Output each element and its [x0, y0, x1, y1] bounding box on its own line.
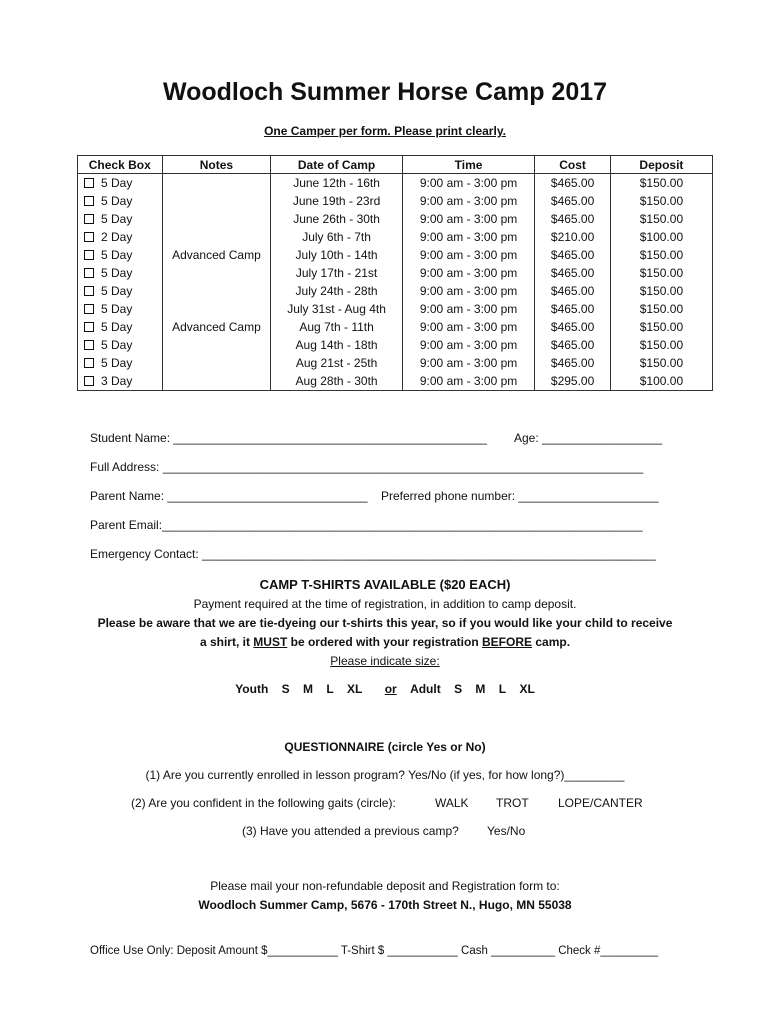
time-cell: 9:00 am - 3:00 pm [402, 228, 534, 246]
header-deposit: Deposit [610, 156, 712, 174]
table-row [78, 336, 713, 354]
or-label: or [384, 682, 397, 696]
deposit-cell: $150.00 [610, 318, 712, 336]
time-cell: 9:00 am - 3:00 pm [402, 246, 534, 264]
before-emphasis: BEFORE [482, 635, 533, 649]
date-cell: July 31st - Aug 4th [271, 300, 403, 318]
cost-cell: $465.00 [535, 192, 611, 210]
check-cell [78, 210, 163, 228]
mail-address: Woodloch Summer Camp, 5676 - 170th Street N., Hugo, MN 55038 [198, 898, 572, 912]
gait-trot-option[interactable]: TROT [496, 796, 529, 810]
cost-cell: $465.00 [535, 354, 611, 372]
camp-length-label: 2 Day [101, 230, 133, 244]
time-cell: 9:00 am - 3:00 pm [402, 192, 534, 210]
camp-length-label: 5 Day [101, 248, 133, 262]
camp-schedule-table [77, 155, 713, 391]
date-cell: Aug 21st - 25th [271, 354, 403, 372]
table-row [78, 174, 713, 193]
size-option[interactable]: XL [519, 682, 535, 696]
cost-cell: $465.00 [535, 246, 611, 264]
camp-length-label: 5 Day [101, 320, 133, 334]
date-cell: June 12th - 16th [271, 174, 403, 193]
checkbox[interactable] [84, 250, 94, 260]
date-cell: July 10th - 14th [271, 246, 403, 264]
checkbox[interactable] [84, 340, 94, 350]
checkbox[interactable] [84, 376, 94, 386]
camp-length-label: 5 Day [101, 356, 133, 370]
table-row [78, 300, 713, 318]
deposit-cell: $150.00 [610, 300, 712, 318]
date-cell: June 19th - 23rd [271, 192, 403, 210]
camp-length-label: 5 Day [101, 284, 133, 298]
deposit-cell: $150.00 [610, 210, 712, 228]
notes-cell: Advanced Camp [162, 246, 271, 264]
tshirt-heading: CAMP T-SHIRTS AVAILABLE ($20 EACH) [259, 577, 511, 592]
deposit-cell: $100.00 [610, 228, 712, 246]
cost-cell: $465.00 [535, 300, 611, 318]
deposit-cell: $150.00 [610, 354, 712, 372]
cost-cell: $465.00 [535, 318, 611, 336]
check-cell [78, 264, 163, 282]
camp-length-label: 5 Day [101, 212, 133, 226]
check-cell [78, 228, 163, 246]
emergency-contact-field[interactable]: Emergency Contact: ____________________________________________________________________ [90, 547, 656, 561]
camp-length-label: 3 Day [101, 374, 133, 388]
table-row [78, 372, 713, 391]
camp-length-label: 5 Day [101, 176, 133, 190]
youth-label: Youth [235, 682, 269, 696]
tshirt-payment-note: Payment required at the time of registration, in addition to camp deposit. [193, 597, 577, 611]
deposit-cell: $150.00 [610, 282, 712, 300]
check-cell [78, 282, 163, 300]
phone-field[interactable]: Preferred phone number: _____________________ [381, 489, 659, 503]
time-cell: 9:00 am - 3:00 pm [402, 300, 534, 318]
question-2: (2) Are you confident in the following gaits (circle): [131, 796, 396, 810]
size-option[interactable]: M [303, 682, 313, 696]
date-cell: Aug 28th - 30th [271, 372, 403, 391]
check-cell [78, 372, 163, 391]
adult-label: Adult [410, 682, 441, 696]
header-date: Date of Camp [271, 156, 403, 174]
size-option[interactable]: L [498, 682, 507, 696]
deposit-cell: $100.00 [610, 372, 712, 391]
notes-cell [162, 300, 271, 318]
check-cell [78, 246, 163, 264]
office-use-only: Office Use Only: Deposit Amount $___________ T-Shirt $ ___________ Cash __________ Check #_________ [90, 945, 658, 957]
tshirt-tie-dye-note: Please be aware that we are tie-dyeing our t-shirts this year, so if you would like your child to receive [97, 616, 673, 630]
check-cell [78, 354, 163, 372]
check-cell [78, 192, 163, 210]
table-row [78, 228, 713, 246]
deposit-cell: $150.00 [610, 174, 712, 193]
size-option[interactable]: XL [347, 682, 363, 696]
order-note-part: a shirt, it [199, 635, 254, 649]
notes-cell [162, 210, 271, 228]
check-cell [78, 336, 163, 354]
header-check-box: Check Box [78, 156, 163, 174]
deposit-cell: $150.00 [610, 246, 712, 264]
date-cell: June 26th - 30th [271, 210, 403, 228]
age-field[interactable]: Age: __________________ [514, 431, 663, 445]
checkbox[interactable] [84, 214, 94, 224]
cost-cell: $465.00 [535, 264, 611, 282]
checkbox[interactable] [84, 268, 94, 278]
checkbox[interactable] [84, 304, 94, 314]
camp-length-label: 5 Day [101, 266, 133, 280]
parent-email-field[interactable]: Parent Email:________________________________________________________________________ [90, 518, 643, 532]
checkbox[interactable] [84, 196, 94, 206]
camp-length-label: 5 Day [101, 194, 133, 208]
checkbox[interactable] [84, 286, 94, 296]
time-cell: 9:00 am - 3:00 pm [402, 282, 534, 300]
time-cell: 9:00 am - 3:00 pm [402, 264, 534, 282]
header-notes: Notes [162, 156, 271, 174]
date-cell: July 6th - 7th [271, 228, 403, 246]
notes-cell [162, 372, 271, 391]
table-row [78, 210, 713, 228]
tshirt-order-note [0, 635, 770, 649]
cost-cell: $465.00 [535, 336, 611, 354]
header-time: Time [402, 156, 534, 174]
question-3-answer[interactable]: Yes/No [487, 824, 526, 838]
time-cell: 9:00 am - 3:00 pm [402, 318, 534, 336]
page-title: Woodloch Summer Horse Camp 2017 [162, 78, 608, 106]
must-emphasis: MUST [253, 635, 288, 649]
notes-cell [162, 282, 271, 300]
check-cell [78, 318, 163, 336]
table-row [78, 246, 713, 264]
size-option[interactable]: L [326, 682, 334, 696]
notes-cell [162, 192, 271, 210]
size-option[interactable]: S [281, 682, 290, 696]
order-note-part: camp. [532, 635, 571, 649]
questionnaire-heading: QUESTIONNAIRE (circle Yes or No) [284, 740, 486, 754]
full-address-field[interactable]: Full Address: ________________________________________________________________________ [90, 460, 644, 474]
cost-cell: $465.00 [535, 282, 611, 300]
cost-cell: $295.00 [535, 372, 611, 391]
camp-length-label: 5 Day [101, 338, 133, 352]
table-header-row [78, 156, 713, 174]
checkbox[interactable] [84, 178, 94, 188]
notes-cell [162, 336, 271, 354]
cost-cell: $465.00 [535, 210, 611, 228]
mail-instructions: Please mail your non-refundable deposit and Registration form to: [210, 879, 560, 893]
table-row [78, 192, 713, 210]
notes-cell [162, 264, 271, 282]
time-cell: 9:00 am - 3:00 pm [402, 372, 534, 391]
question-1[interactable]: (1) Are you currently enrolled in lesson program? Yes/No (if yes, for how long?)_________ [145, 768, 625, 782]
time-cell: 9:00 am - 3:00 pm [402, 210, 534, 228]
time-cell: 9:00 am - 3:00 pm [402, 336, 534, 354]
date-cell: Aug 14th - 18th [271, 336, 403, 354]
student-name-field[interactable]: Student Name: _______________________________________________ [90, 431, 488, 445]
deposit-cell: $150.00 [610, 264, 712, 282]
check-cell [78, 300, 163, 318]
deposit-cell: $150.00 [610, 192, 712, 210]
notes-cell: Advanced Camp [162, 318, 271, 336]
header-cost: Cost [535, 156, 611, 174]
checkbox[interactable] [84, 232, 94, 242]
gait-walk-option[interactable]: WALK [435, 796, 469, 810]
size-option[interactable]: M [475, 682, 486, 696]
gait-lope-canter-option[interactable]: LOPE/CANTER [558, 796, 643, 810]
form-instructions: One Camper per form. Please print clearly. [264, 124, 506, 138]
notes-cell [162, 354, 271, 372]
date-cell: July 24th - 28th [271, 282, 403, 300]
order-note-part: be ordered with your registration [287, 635, 482, 649]
parent-name-field[interactable]: Parent Name: ______________________________ [90, 489, 368, 503]
time-cell: 9:00 am - 3:00 pm [402, 174, 534, 193]
date-cell: Aug 7th - 11th [271, 318, 403, 336]
notes-cell [162, 174, 271, 193]
check-cell [78, 174, 163, 193]
notes-cell [162, 228, 271, 246]
checkbox[interactable] [84, 358, 94, 368]
deposit-cell: $150.00 [610, 336, 712, 354]
camp-length-label: 5 Day [101, 302, 133, 316]
date-cell: July 17th - 21st [271, 264, 403, 282]
indicate-size-label: Please indicate size: [330, 654, 440, 668]
cost-cell: $210.00 [535, 228, 611, 246]
checkbox[interactable] [84, 322, 94, 332]
time-cell: 9:00 am - 3:00 pm [402, 354, 534, 372]
table-row [78, 318, 713, 336]
table-row [78, 264, 713, 282]
cost-cell: $465.00 [535, 174, 611, 193]
table-row [78, 354, 713, 372]
question-3: (3) Have you attended a previous camp? [242, 824, 459, 838]
size-options [0, 682, 770, 696]
size-option[interactable]: S [454, 682, 463, 696]
table-row [78, 282, 713, 300]
